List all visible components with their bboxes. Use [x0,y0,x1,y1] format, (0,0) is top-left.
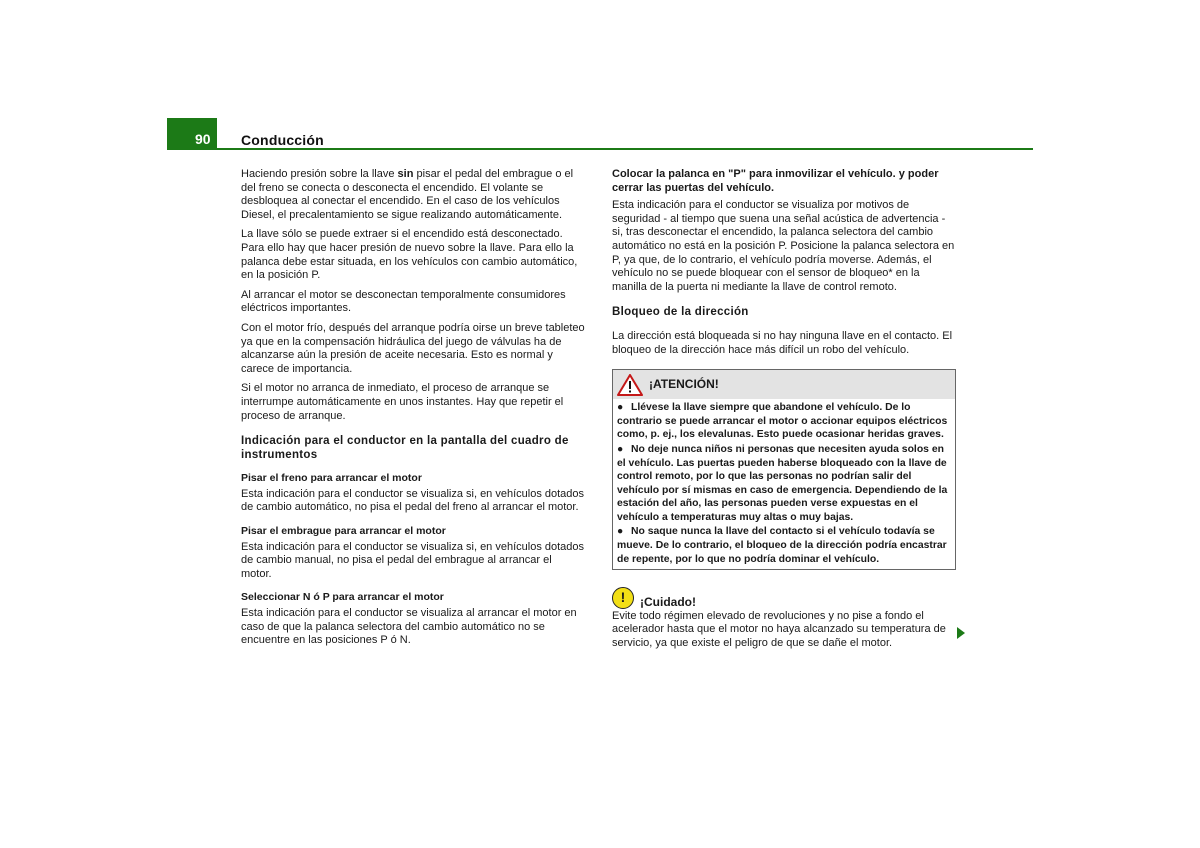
paragraph: Esta indicación para el conductor se visualiza al arrancar el motor en caso de que la palanca selectora del cambio automático no se encuentre en las posiciones P ó N. [241,607,577,647]
bullet-icon: ● [617,526,624,538]
paragraph: Esta indicación para el conductor se visualiza por motivos de seguridad - al tiempo que suena una señal acústica de advertencia - si, tras desconectar el encendido, la palanca selectora del cambio automático no está en la posición P. Posicione la palanca selectora en P, ya que, de lo contrario, el vehículo podría moverse. Además, el vehículo no se puede bloquear con el sensor de bloqueo* en la manilla de la puerta ni mediante la llave de control remoto. [612,199,955,293]
warning-item: ● No deje nunca niños ni personas que necesiten ayuda solos en el vehículo. Las puertas pueden haberse bloqueado con la llave de control remoto, por lo que las personas no podrían salir del vehículo por sí mismas en caso de emergencia. Dependiendo de la estación del año, las personas pueden verse expuestas en el vehículo a temperaturas muy altas o muy bajas. [617,443,948,523]
paragraph: Haciendo presión sobre la llave sin pisar el pedal del embrague o el del freno se conecta o desconecta el encendido. El volante se desbloquea al conectar el encendido. En el caso de los vehículos Diesel, el precalentamiento se sigue realizando automáticamente. [241,168,574,221]
warning-item: ● No saque nunca la llave del contacto si el vehículo todavía se mueve. De lo contrario, el bloqueo de la dirección podría encastrar de repente, por lo que no podría dominar el vehículo. [617,526,947,565]
caution-exclamation-icon: ! [612,587,634,609]
paragraph: Esta indicación para el conductor se visualiza si, en vehículos dotados de cambio automático, no pisa el pedal del freno al arrancar el motor. [241,487,585,514]
left-column [241,168,585,654]
paragraph: La llave sólo se puede extraer si el encendido está desconectado. Para ello hay que hacer presión de nuevo sobre la llave. Para ello la palanca debe estar situada, en los vehículos con cambio automático, en la posición P. [241,228,578,282]
section-heading: Bloqueo de la dirección [612,306,749,319]
warning-triangle-icon [617,374,643,396]
paragraph: Si el motor no arranca de inmediato, el proceso de arranque se interrumpe automáticamente en unos instantes. Hay que repetir el proceso de arranque. [241,382,564,422]
lead-heading: Colocar la palanca en "P" para inmovilizar el vehículo. y poder cerrar las puertas del vehículo. [612,168,939,194]
continue-arrow-icon [957,627,965,639]
warning-header [613,370,955,399]
page-number: 90 [167,118,217,149]
caution-title: ¡Cuidado! [640,595,696,610]
warning-title: ¡ATENCIÓN! [649,376,719,391]
subheading: Pisar el embrague para arrancar el motor [241,525,446,538]
bullet-icon: ● [617,443,624,455]
warning-body [613,399,955,569]
right-column [612,168,956,657]
warning-item: ● Llévese la llave siempre que abandone el vehículo. De lo contrario se puede arrancar el motor o accionar equipos eléctricos como, p. ej., los elevalunas. Esto puede ocasionar heridas graves. [617,402,948,441]
bullet-icon: ● [617,402,624,414]
paragraph: Esta indicación para el conductor se visualiza si, en vehículos dotados de cambio manual, no pisa el pedal del embrague al arrancar el motor. [241,540,585,580]
paragraph: Con el motor frío, después del arranque podría oirse un breve tableteo ya que en la compensación hidráulica del juego de válvulas ha de alcanzarse aún la presión de aceite necesaria. Esto es normal y carece de importancia. [241,321,585,375]
header-divider [167,148,1033,150]
subheading: Seleccionar N ó P para arrancar el motor [241,591,444,604]
emphasis: sin [397,168,414,180]
warning-box [612,369,956,570]
caution-header [612,586,956,610]
caution-text: Evite todo régimen elevado de revoluciones y no pise a fondo el acelerador hasta que el motor no haya alcanzado su temperatura de servicio, ya que existe el peligro de que se dañe el motor. [612,609,946,650]
subheading: Pisar el freno para arrancar el motor [241,472,422,485]
section-heading: Indicación para el conductor en la pantalla del cuadro de instrumentos [241,435,569,461]
page-title: Conducción [241,132,324,148]
paragraph: Al arrancar el motor se desconectan temporalmente consumidores eléctricos importantes. [241,288,566,315]
paragraph: La dirección está bloqueada si no hay ninguna llave en el contacto. El bloqueo de la dirección hace más difícil un robo del vehículo. [612,329,953,356]
